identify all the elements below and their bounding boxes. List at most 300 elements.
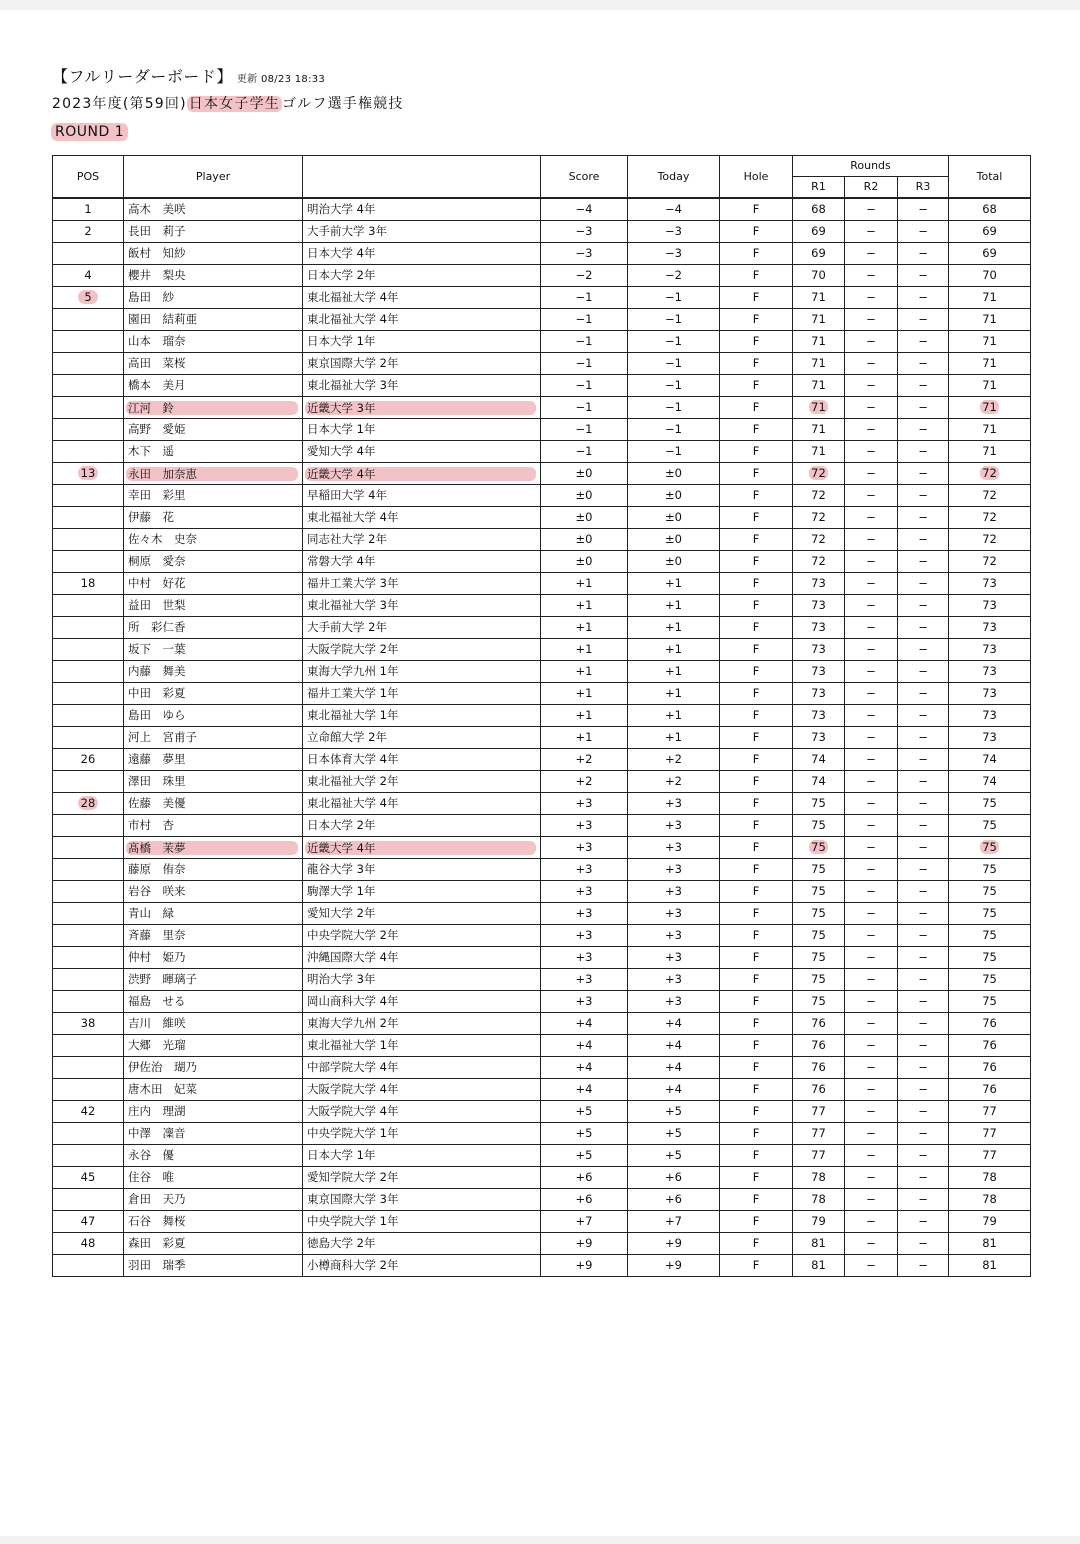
table-row [53, 903, 1031, 925]
total-score-cell [949, 353, 1031, 375]
round-2-score: − [866, 642, 876, 656]
hole: F [752, 202, 760, 216]
round-3-score-cell [898, 705, 949, 727]
round-1-score: 69 [811, 224, 826, 238]
col-total: Total [949, 156, 1031, 199]
today-cell [628, 463, 720, 485]
round-3-score: − [918, 1148, 928, 1162]
today-cell [628, 419, 720, 441]
score: +1 [575, 576, 593, 590]
hole-cell [720, 331, 793, 353]
today-cell [628, 287, 720, 309]
score: +2 [575, 774, 593, 788]
total-score: 73 [982, 708, 997, 722]
round-3-score: − [918, 1192, 928, 1206]
player-name-cell [124, 661, 303, 683]
score-cell [541, 375, 628, 397]
school: 愛知大学 2年 [307, 906, 376, 920]
today: −1 [665, 444, 682, 458]
player-name-cell [124, 1035, 303, 1057]
round-3-score: − [918, 1258, 928, 1272]
position: 2 [84, 224, 92, 238]
hole-cell [720, 221, 793, 243]
round-3-score: − [918, 928, 928, 942]
school: 日本大学 1年 [307, 334, 376, 348]
table-row [53, 1211, 1031, 1233]
today-cell [628, 375, 720, 397]
hole: F [752, 1236, 760, 1250]
table-row [53, 1255, 1031, 1277]
position-cell [53, 639, 124, 661]
school-cell [303, 749, 541, 771]
round-1-score: 71 [811, 290, 826, 304]
total-score-cell [949, 1211, 1031, 1233]
school-cell [303, 287, 541, 309]
round-2-score: − [866, 1170, 876, 1184]
today: +1 [665, 686, 682, 700]
round-3-score-cell [898, 1079, 949, 1101]
hole-cell [720, 1255, 793, 1277]
round-1-score: 75 [811, 884, 826, 898]
today: ±0 [665, 554, 682, 568]
round-2-score: − [866, 840, 876, 854]
position-cell [53, 947, 124, 969]
hole-cell [720, 991, 793, 1013]
today: +1 [665, 730, 682, 744]
table-row [53, 529, 1031, 551]
today-cell [628, 309, 720, 331]
today: ±0 [665, 466, 682, 480]
school: 龍谷大学 3年 [307, 862, 376, 876]
hole: F [752, 400, 760, 414]
round-3-score-cell [898, 1013, 949, 1035]
today-cell [628, 1211, 720, 1233]
score-cell [541, 705, 628, 727]
school-cell [303, 683, 541, 705]
score: −4 [575, 202, 593, 216]
hole: F [752, 444, 760, 458]
school: 中央学院大学 1年 [307, 1126, 399, 1140]
total-score: 70 [982, 268, 997, 282]
hole: F [752, 466, 760, 480]
today: +3 [665, 972, 682, 986]
total-score-cell [949, 419, 1031, 441]
total-score-cell [949, 727, 1031, 749]
col-pos: POS [53, 156, 124, 199]
score: +4 [575, 1016, 593, 1030]
score-cell [541, 463, 628, 485]
player-name: 石谷 舞桜 [128, 1214, 186, 1228]
position-cell [53, 661, 124, 683]
table-row [53, 991, 1031, 1013]
school: 近畿大学 4年 [305, 467, 536, 481]
col-today: Today [628, 156, 720, 199]
round-1-score-cell [793, 947, 845, 969]
player-name: 森田 彩夏 [128, 1236, 186, 1250]
total-score-cell [949, 925, 1031, 947]
player-name-cell [124, 551, 303, 573]
player-name-cell [124, 727, 303, 749]
total-score: 71 [982, 312, 997, 326]
hole: F [752, 1060, 760, 1074]
hole: F [752, 290, 760, 304]
player-name-cell [124, 903, 303, 925]
table-body [53, 198, 1031, 1277]
round-2-score: − [866, 1104, 876, 1118]
score: +2 [575, 752, 593, 766]
round-2-score: − [866, 972, 876, 986]
total-score: 74 [982, 774, 997, 788]
round-1-score-cell [793, 1255, 845, 1277]
total-score: 75 [982, 994, 997, 1008]
score-cell [541, 859, 628, 881]
position: 45 [80, 1170, 96, 1184]
hole-cell [720, 837, 793, 859]
today-cell [628, 1013, 720, 1035]
player-name: 大郷 光瑠 [128, 1038, 186, 1052]
school: 岡山商科大学 4年 [307, 994, 399, 1008]
round-2-score: − [866, 290, 876, 304]
hole-cell [720, 705, 793, 727]
score-cell [541, 661, 628, 683]
today: +3 [665, 862, 682, 876]
total-score: 76 [982, 1016, 997, 1030]
score: +1 [575, 664, 593, 678]
round-1-score-cell [793, 683, 845, 705]
player-name-cell [124, 353, 303, 375]
today: +3 [665, 950, 682, 964]
hole-cell [720, 529, 793, 551]
hole-cell [720, 639, 793, 661]
round-1-score-cell [793, 881, 845, 903]
today: +1 [665, 642, 682, 656]
player-name-cell [124, 419, 303, 441]
table-row [53, 1013, 1031, 1035]
player-name-cell [124, 969, 303, 991]
score: +1 [575, 620, 593, 634]
hole-cell [720, 485, 793, 507]
round-1-score-cell [793, 991, 845, 1013]
school-cell [303, 529, 541, 551]
table-row [53, 1123, 1031, 1145]
school-cell [303, 859, 541, 881]
round-1-score-cell [793, 639, 845, 661]
hole: F [752, 1016, 760, 1030]
round-2-score-cell [845, 903, 898, 925]
round-3-score: − [918, 444, 928, 458]
player-name-cell [124, 1255, 303, 1277]
round-1-score: 71 [811, 444, 826, 458]
round-3-score: − [918, 906, 928, 920]
round-3-score-cell [898, 1233, 949, 1255]
position-cell [53, 925, 124, 947]
today-cell [628, 1079, 720, 1101]
player-name: 幸田 彩里 [128, 488, 186, 502]
school: 東北福祉大学 4年 [307, 290, 399, 304]
total-score-cell [949, 683, 1031, 705]
round-1-score: 75 [811, 796, 826, 810]
player-name-cell [124, 1167, 303, 1189]
position-cell [53, 595, 124, 617]
total-score-cell [949, 1123, 1031, 1145]
round-2-score-cell [845, 198, 898, 221]
table-header [53, 156, 1031, 199]
hole-cell [720, 1013, 793, 1035]
player-name: 伊藤 花 [128, 510, 174, 524]
score-cell [541, 419, 628, 441]
school-cell [303, 1057, 541, 1079]
round-3-score-cell [898, 353, 949, 375]
score-cell [541, 881, 628, 903]
hole-cell [720, 198, 793, 221]
total-score-cell [949, 1035, 1031, 1057]
round-1-score-cell [793, 705, 845, 727]
round-3-score-cell [898, 507, 949, 529]
table-row [53, 198, 1031, 221]
round-2-score-cell [845, 221, 898, 243]
today: +5 [665, 1148, 682, 1162]
round-2-score-cell [845, 639, 898, 661]
position-cell [53, 1123, 124, 1145]
round-3-score-cell [898, 881, 949, 903]
today-cell [628, 485, 720, 507]
round-3-score-cell [898, 1255, 949, 1277]
today: −1 [665, 378, 682, 392]
school: 東北福祉大学 3年 [307, 378, 399, 392]
position-cell [53, 1101, 124, 1123]
hole: F [752, 1192, 760, 1206]
player-name: 住谷 唯 [128, 1170, 174, 1184]
position-cell [53, 198, 124, 221]
school-cell [303, 375, 541, 397]
round-2-score-cell [845, 793, 898, 815]
round-1-score: 73 [811, 664, 826, 678]
round-1-score: 75 [811, 906, 826, 920]
round-3-score: − [918, 334, 928, 348]
total-score: 71 [982, 356, 997, 370]
player-name-cell [124, 1211, 303, 1233]
player-name-cell [124, 617, 303, 639]
round-3-score: − [918, 1170, 928, 1184]
round-2-score: − [866, 334, 876, 348]
today: −1 [665, 334, 682, 348]
event-title-highlight: 日本女子学生 [188, 96, 280, 112]
today: +2 [665, 774, 682, 788]
round-1-score-cell [793, 1145, 845, 1167]
player-name-cell [124, 859, 303, 881]
player-name-cell [124, 1145, 303, 1167]
round-3-score: − [918, 202, 928, 216]
score: +4 [575, 1060, 593, 1074]
school-cell [303, 793, 541, 815]
score-cell [541, 507, 628, 529]
school: 福井工業大学 1年 [307, 686, 399, 700]
round-3-score: − [918, 312, 928, 326]
hole-cell [720, 617, 793, 639]
round-3-score: − [918, 884, 928, 898]
leaderboard-title: 【フルリーダーボード】 [52, 67, 233, 86]
score: +3 [575, 818, 593, 832]
round-2-score-cell [845, 463, 898, 485]
total-score: 77 [982, 1104, 997, 1118]
round-1-score-cell [793, 1123, 845, 1145]
round-3-score: − [918, 1082, 928, 1096]
total-score-cell [949, 441, 1031, 463]
round-1-score: 75 [811, 950, 826, 964]
round-2-score-cell [845, 727, 898, 749]
round-1-score: 71 [811, 378, 826, 392]
round-1-score-cell [793, 727, 845, 749]
school: 大阪学院大学 2年 [307, 642, 399, 656]
round-1-score-cell [793, 859, 845, 881]
position-cell [53, 859, 124, 881]
table-row [53, 661, 1031, 683]
hole-cell [720, 1167, 793, 1189]
today-cell [628, 1101, 720, 1123]
table-row [53, 617, 1031, 639]
today: ±0 [665, 488, 682, 502]
round-2-score-cell [845, 1255, 898, 1277]
round-3-score-cell [898, 463, 949, 485]
today-cell [628, 969, 720, 991]
total-score-cell [949, 1079, 1031, 1101]
total-score: 75 [982, 818, 997, 832]
player-name: 渋野 暉璃子 [128, 972, 197, 986]
score-cell [541, 947, 628, 969]
today: +5 [665, 1126, 682, 1140]
position-cell [53, 1013, 124, 1035]
round-2-score: − [866, 532, 876, 546]
player-name: 藤原 侑奈 [128, 862, 186, 876]
hole-cell [720, 1079, 793, 1101]
score: +3 [575, 928, 593, 942]
school: 日本大学 1年 [307, 422, 376, 436]
round-1-score: 75 [811, 862, 826, 876]
position-cell [53, 331, 124, 353]
score: +7 [575, 1214, 593, 1228]
round-1-score: 71 [811, 334, 826, 348]
score: +6 [575, 1192, 593, 1206]
round-1-score-cell [793, 1189, 845, 1211]
score: −1 [575, 400, 593, 414]
school: 東海大学九州 1年 [307, 664, 399, 678]
total-score: 71 [982, 290, 997, 304]
round-2-score: − [866, 1126, 876, 1140]
position-cell [53, 551, 124, 573]
round-3-score: − [918, 862, 928, 876]
hole-cell [720, 595, 793, 617]
round-1-score-cell [793, 1101, 845, 1123]
today: ±0 [665, 532, 682, 546]
round-3-score-cell [898, 419, 949, 441]
round-1-score-cell [793, 1035, 845, 1057]
score: ±0 [575, 488, 593, 502]
hole-cell [720, 661, 793, 683]
table-row [53, 727, 1031, 749]
table-row [53, 639, 1031, 661]
round-3-score: − [918, 840, 928, 854]
round-1-score-cell [793, 397, 845, 419]
today-cell [628, 881, 720, 903]
table-row [53, 1167, 1031, 1189]
today-cell [628, 661, 720, 683]
round-2-score-cell [845, 705, 898, 727]
round-1-score: 73 [811, 598, 826, 612]
player-name: 伊佐治 瑚乃 [128, 1060, 197, 1074]
school-cell [303, 925, 541, 947]
total-score-cell [949, 969, 1031, 991]
today: +3 [665, 906, 682, 920]
total-score-cell [949, 617, 1031, 639]
round-1-score: 79 [811, 1214, 826, 1228]
position: 38 [80, 1016, 96, 1030]
round-3-score: − [918, 818, 928, 832]
player-name-cell [124, 287, 303, 309]
score: −1 [575, 444, 593, 458]
total-score-cell [949, 221, 1031, 243]
school: 東京国際大学 2年 [307, 356, 399, 370]
score: +3 [575, 950, 593, 964]
round-1-score-cell [793, 331, 845, 353]
today-cell [628, 837, 720, 859]
round-2-score-cell [845, 595, 898, 617]
position-cell [53, 749, 124, 771]
player-name: 木下 遥 [128, 444, 174, 458]
table-row [53, 463, 1031, 485]
player-name-cell [124, 463, 303, 485]
round-3-score-cell [898, 1057, 949, 1079]
total-score-cell [949, 903, 1031, 925]
score-cell [541, 287, 628, 309]
round-3-score-cell [898, 485, 949, 507]
total-score: 73 [982, 620, 997, 634]
today: +4 [665, 1082, 682, 1096]
score-cell [541, 265, 628, 287]
player-name-cell [124, 881, 303, 903]
school: 早稲田大学 4年 [307, 488, 387, 502]
total-score-cell [949, 1255, 1031, 1277]
total-score: 75 [982, 884, 997, 898]
score: +1 [575, 730, 593, 744]
player-name: 倉田 天乃 [128, 1192, 186, 1206]
school-cell [303, 221, 541, 243]
round-2-score: − [866, 1236, 876, 1250]
round-2-score-cell [845, 1013, 898, 1035]
school: 東北福祉大学 4年 [307, 510, 399, 524]
total-score: 71 [982, 334, 997, 348]
total-score-cell [949, 198, 1031, 221]
round-2-score: − [866, 598, 876, 612]
total-score-cell [949, 771, 1031, 793]
total-score: 69 [982, 224, 997, 238]
position: 13 [78, 466, 98, 480]
score: +3 [575, 862, 593, 876]
round-2-score: − [866, 246, 876, 260]
total-score-cell [949, 947, 1031, 969]
round-2-score: − [866, 1258, 876, 1272]
table-row [53, 969, 1031, 991]
round-2-score: − [866, 1060, 876, 1074]
score-cell [541, 573, 628, 595]
player-name: 中澤 凜音 [128, 1126, 186, 1140]
school: 日本体育大学 4年 [307, 752, 399, 766]
school-cell [303, 1145, 541, 1167]
total-score-cell [949, 485, 1031, 507]
round-1-score: 73 [811, 708, 826, 722]
player-name: 長田 莉子 [128, 224, 186, 238]
today-cell [628, 1123, 720, 1145]
table-row [53, 397, 1031, 419]
